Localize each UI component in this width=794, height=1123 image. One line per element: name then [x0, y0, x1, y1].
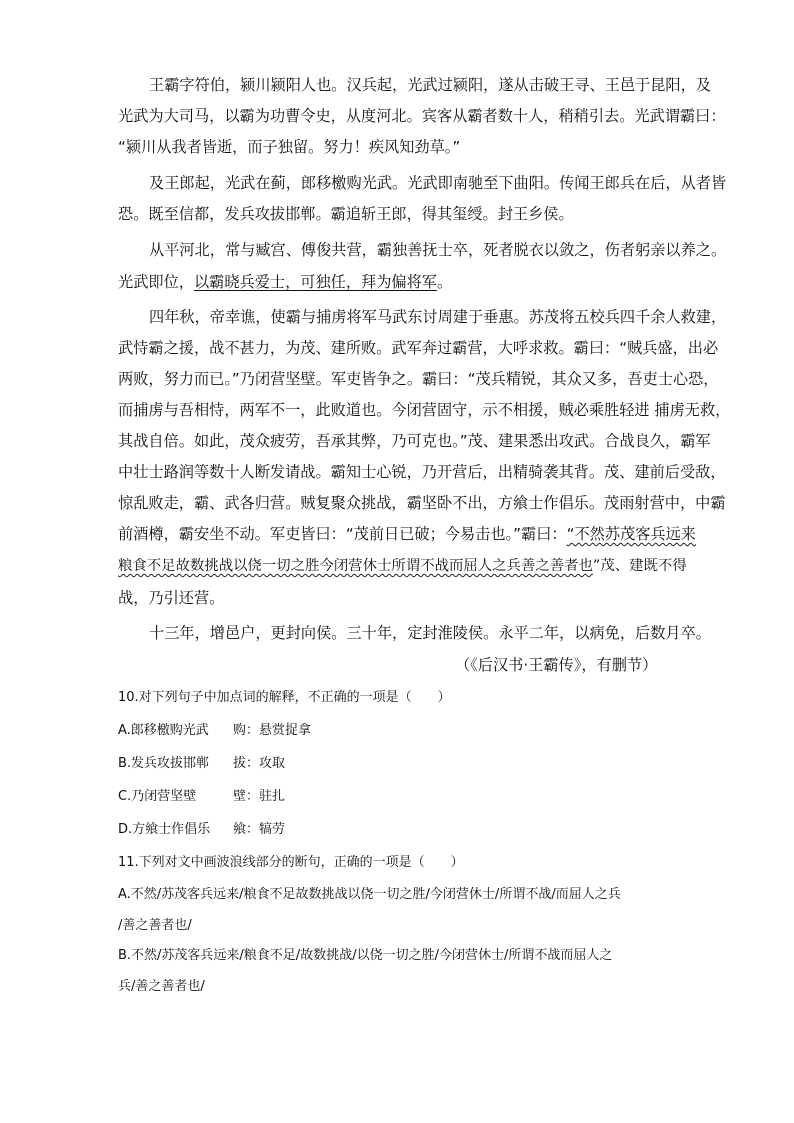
- q10-option-b-gloss: 拔：攻取: [233, 756, 286, 771]
- passage-p4-line10: 战，乃引还营。: [118, 589, 225, 607]
- passage-p4-line9: [118, 556, 687, 576]
- passage-p1-line2: 光武为大司马，以霸为功曹令史，从度河北。宾客从霸者数十人，稍稍引去。光武谓霸曰：: [118, 107, 726, 125]
- q10-stem: 10.对下列句子中加点词的解释，不正确的一项是（ ）: [118, 690, 451, 705]
- q10-option-a-gloss: 购：悬赏捉拿: [233, 723, 312, 738]
- passage-p4-line2: 武恃霸之援，战不甚力，为茂、建所败。武军奔过霸营，大呼求救。霸曰：“贼兵盛，出必: [118, 339, 719, 357]
- q11-option-a-line2: /善之善者也/: [118, 918, 192, 933]
- q10-option-a-label: A.郎移檄购光武: [118, 723, 209, 738]
- p3-line2-post: 。: [436, 273, 453, 291]
- p4-line9-post: ”茂、建既不得: [592, 558, 687, 574]
- passage-p4-line6: 中壮士路润等数十人断发请战。霸知士心锐，乃开营后，出精骑袭其背。茂、建前后受敌，: [118, 463, 726, 481]
- passage-p1-line1: 王霸字符伯，颍川颍阳人也。汉兵起，光武过颍阳，遂从击破王寻、王邑于昆阳，及: [149, 76, 711, 94]
- q11-option-a-line1: A.不然/苏茂客兵远来/粮食不足故数挑战以侥一切之胜/今闭营休士/所谓不战/而屈人之兵: [118, 887, 621, 902]
- q11-stem: 11.下列对文中画波浪线部分的断句，正确的一项是（ ）: [118, 855, 464, 870]
- passage-p2-line2: 恐。既至信都，发兵攻拔邯郸。霸追斩王郎，得其玺绶。封王乡侯。: [118, 205, 574, 223]
- passage-p4-line8: [118, 524, 696, 544]
- q10-option-c-gloss: 壁：驻扎: [233, 789, 286, 804]
- passage-p3-line2: [118, 272, 452, 292]
- passage-p4-line7: 惊乱败走，霸、武各归营。贼复聚众挑战，霸坚卧不出，方飨士作倡乐。茂雨射营中，中霸: [118, 494, 726, 512]
- q10-option-d-gloss: 飨：犒劳: [233, 822, 286, 837]
- passage-source: （《后汉书·王霸传》，有删节）: [455, 656, 658, 674]
- wavy-underlined-text-part2: 粮食不足故数挑战以侥一切之胜今闭营休士所谓不战而屈人之兵善之善者也: [118, 558, 593, 574]
- q11-option-b-line2: 兵/善之善者也/: [118, 979, 205, 994]
- passage-p2-line1: 及王郎起，光武在蓟，郎移檄购光武。光武即南驰至下曲阳。传闻王郎兵在后，从者皆: [149, 174, 727, 192]
- q10-option-c-label: C.乃闭营坚壁: [118, 789, 197, 804]
- underlined-translation-sentence: 以霸晓兵爱士，可独任，拜为偏将军: [193, 273, 437, 291]
- passage-p3-line1: 从平河北，常与臧宫、傅俊共营，霸独善抚士卒，死者脱衣以敛之，伤者躬亲以养之。: [149, 241, 727, 259]
- p3-line2-pre: 光武即位，: [118, 273, 194, 291]
- passage-p4-line5: 其战自倍。如此，茂众疲劳，吾承其弊，乃可克也。”茂、建果悉出攻武。合战良久，霸军: [118, 432, 711, 450]
- wavy-underlined-text-part1: “不然苏茂客兵远来: [566, 525, 696, 543]
- passage-p4-line4: 而捕虏与吾相恃，两军不一，此败道也。今闭营固守，示不相援，贼必乘胜轻进 捕虏无救，: [118, 401, 731, 419]
- q10-option-d-label: D.方飨士作倡乐: [118, 822, 211, 837]
- q11-option-b-line1: B.不然/苏茂客兵远来/粮食不足/故数挑战/以侥一切之胜/今闭营休士/所谓不战而屈人之: [118, 948, 613, 963]
- passage-p4-line1: 四年秋，帝幸谯，使霸与捕虏将军马武东讨周建于垂惠。苏茂将五校兵四千余人救建，: [149, 308, 727, 326]
- q10-option-b-label: B.发兵攻拔邯郸: [118, 756, 210, 771]
- passage-p4-line3: 两败，努力而已。”乃闭营坚壁。军吏皆争之。霸曰：“茂兵精锐，其众又多，吾吏士心恐，: [118, 370, 719, 388]
- passage-p1-line3: “颍川从我者皆逝，而子独留。努力！疾风知劲草。”: [118, 138, 461, 156]
- passage-p5-line1: 十三年，增邑户，更封向侯。三十年，定封淮陵侯。永平二年，以病免，后数月卒。: [149, 624, 711, 642]
- p4-line8-text: 前酒樽，霸安坐不动。军吏皆曰：“茂前日已破；今易击也。”霸曰：: [118, 525, 567, 543]
